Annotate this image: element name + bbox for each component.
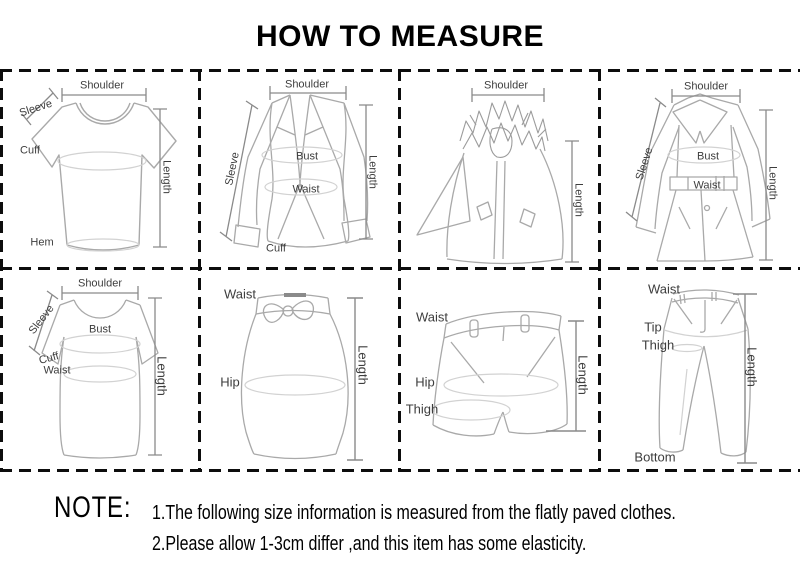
label-hip: Hip <box>415 374 435 390</box>
panel-fur-coat <box>400 69 600 267</box>
panel-shorts <box>400 267 600 469</box>
note-line-2: 2.Please allow 1-3cm differ ,and this item has some elasticity. <box>152 533 587 555</box>
note-label: NOTE: <box>54 491 132 524</box>
label-waist: Waist <box>223 286 257 302</box>
label-length: Length <box>366 155 379 189</box>
label-bust: Bust <box>88 323 112 336</box>
label-shoulder: Shoulder <box>79 79 125 92</box>
label-bottom: Bottom <box>634 449 676 465</box>
label-sleeve: Sleeve <box>633 145 656 182</box>
label-sleeve: Sleeve <box>26 302 57 337</box>
label-thigh: Thigh <box>641 337 675 353</box>
label-waist: Waist <box>647 281 681 297</box>
label-bust: Bust <box>696 150 720 163</box>
label-length: Length <box>744 347 760 387</box>
pants-line-art <box>600 267 800 469</box>
label-cuff: Cuff <box>266 242 286 255</box>
label-length: Length <box>154 356 170 396</box>
fur-coat-line-art <box>400 69 600 267</box>
dress-line-art <box>0 267 200 469</box>
panel-skirt <box>200 267 400 469</box>
panel-trench-coat <box>600 69 800 267</box>
label-shoulder: Shoulder <box>77 277 123 290</box>
note-line-1: 1.The following size information is measured from the flatly paved clothes. <box>152 502 676 524</box>
panel-dress <box>0 267 200 469</box>
label-length: Length <box>355 345 371 385</box>
label-cuff: Cuff <box>37 350 61 367</box>
panel-tshirt <box>0 69 200 267</box>
label-waist: Waist <box>292 183 320 196</box>
label-hip: Hip <box>220 374 240 390</box>
panel-blazer <box>200 69 400 267</box>
shorts-line-art <box>400 267 600 469</box>
label-waist: Waist <box>415 309 449 325</box>
page-title: HOW TO MEASURE <box>255 20 545 53</box>
label-shoulder: Shoulder <box>683 80 729 93</box>
label-sleeve: Sleeve <box>17 97 54 120</box>
label-length: Length <box>766 166 779 200</box>
label-waist: Waist <box>43 364 71 377</box>
label-bust: Bust <box>295 150 319 163</box>
label-length: Length <box>575 355 591 395</box>
label-thigh: Thigh <box>405 401 439 417</box>
panel-pants <box>600 267 800 469</box>
label-shoulder: Shoulder <box>483 79 529 92</box>
label-shoulder: Shoulder <box>284 78 330 91</box>
label-tip: Tip <box>644 319 662 335</box>
label-cuff: Cuff <box>20 144 40 157</box>
label-length: Length <box>572 183 585 217</box>
label-waist: Waist <box>693 179 721 192</box>
label-sleeve: Sleeve <box>223 151 242 187</box>
label-length: Length <box>160 160 173 194</box>
label-hem: Hem <box>30 236 54 249</box>
